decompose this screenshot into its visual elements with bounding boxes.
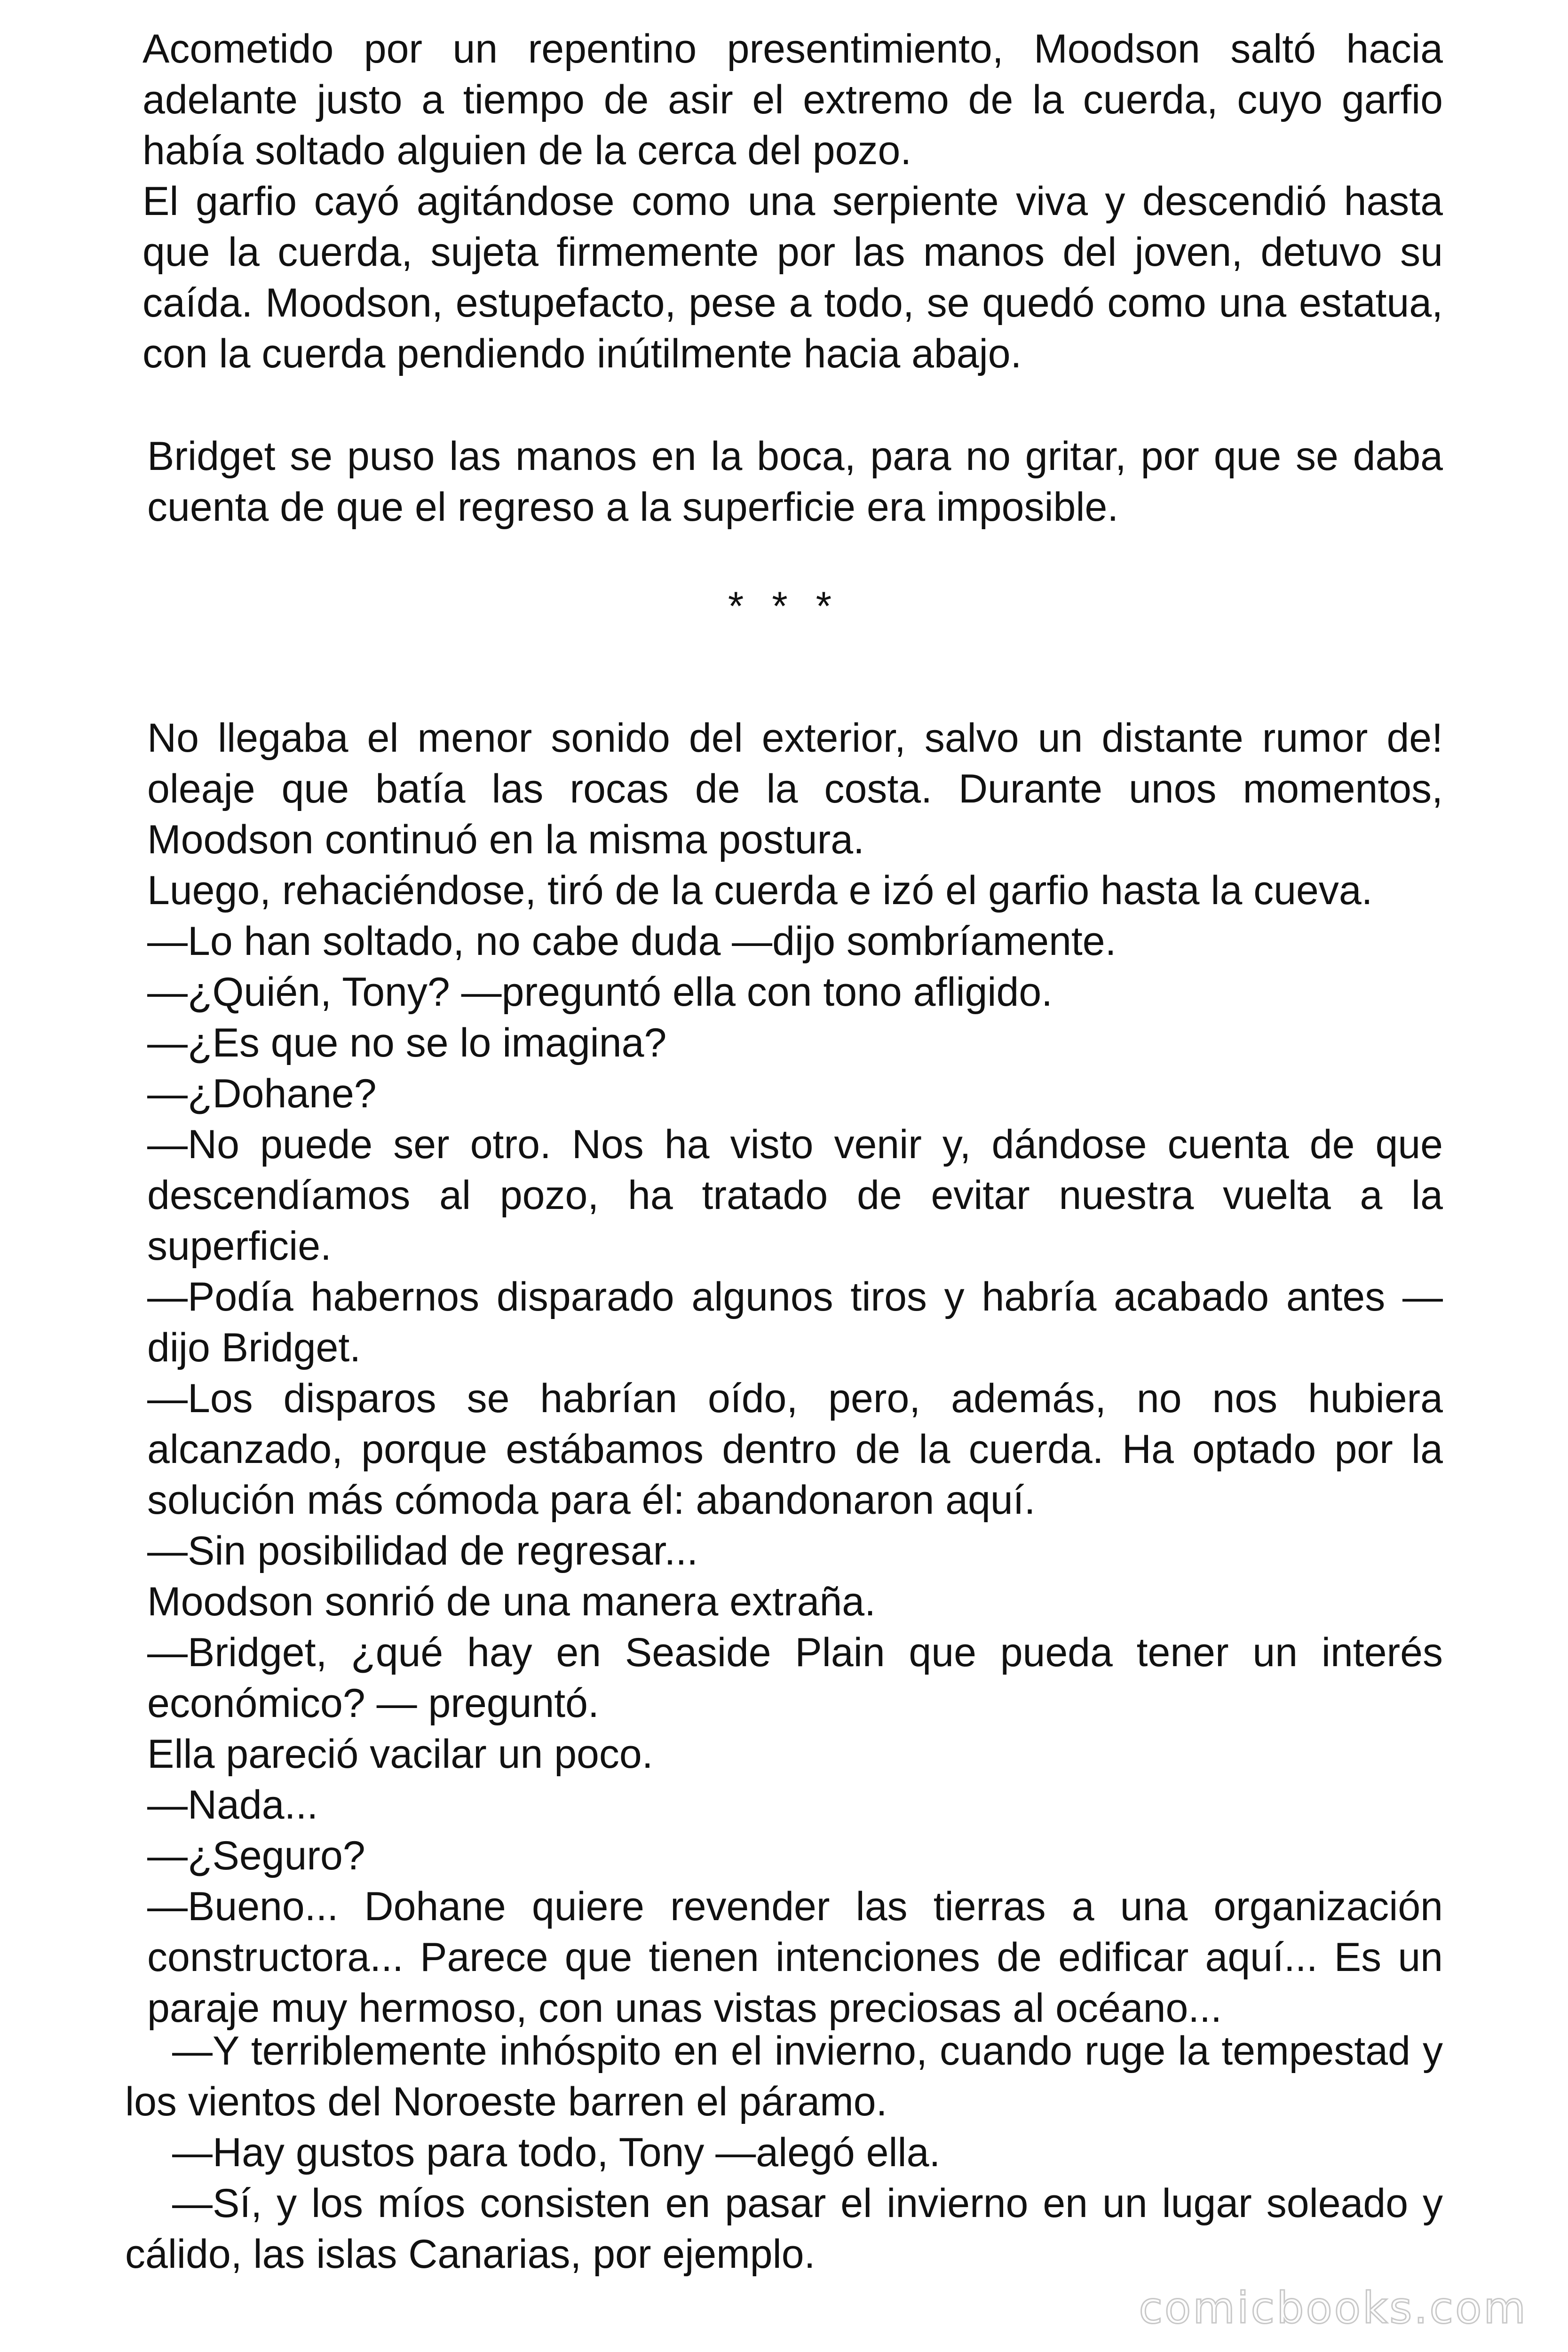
dialogue-line: —Y terriblemente inhóspito en el invierno, cuando ruge la tempestad y los vientos del Noroeste barren el páramo. — [125, 2028, 1443, 2124]
dialogue-line: —Los disparos se habrían oído, pero, además, no nos hubiera alcanzado, porque estábamos dentro de la cuerda. Ha optado por la solución más cómoda para él: abandonaron aquí. — [147, 1376, 1443, 1523]
dialogue-line: —¿Dohane? — [147, 1071, 377, 1116]
dialogue-line: —¿Es que no se lo imagina? — [147, 1020, 667, 1065]
paragraph: El garfio cayó agitándose como una serpiente viva y descendió hasta que la cuerda, sujeta firmemente por las manos del joven, detuvo su caída. Moodson, estupefacto, pese a todo, se quedó como una estatua, con la cuerda pendiendo inútilmente hacia abajo. — [143, 179, 1443, 376]
dialogue-line: —¿Seguro? — [147, 1833, 365, 1878]
paragraph: Moodson sonrió de una manera extraña. — [147, 1579, 876, 1624]
dialogue-section — [147, 713, 1443, 2034]
section-separator: * * * — [728, 584, 840, 629]
dialogue-line: —Nada... — [147, 1782, 318, 1828]
paragraph: Luego, rehaciéndose, tiró de la cuerda e izó el garfio hasta la cueva. — [147, 868, 1373, 913]
dialogue-line: —Bridget, ¿qué hay en Seaside Plain que pueda tener un interés económico? — preguntó. — [147, 1630, 1443, 1726]
paragraph: Ella pareció vacilar un poco. — [147, 1732, 653, 1777]
dialogue-line: —Bueno... Dohane quiere revender las tierras a una organización constructora... Parece que tienen intenciones de edificar aquí... Es un paraje muy hermoso, con unas vistas preciosas al océano... — [147, 1884, 1443, 2031]
paragraph: No llegaba el menor sonido del exterior, salvo un distante rumor de! oleaje que batía las rocas de la costa. Durante unos momentos, Moodson continuó en la misma postura. — [147, 715, 1443, 862]
dialogue-section-indented — [125, 2026, 1443, 2280]
paragraph: Acometido por un repentino presentimiento, Moodson saltó hacia adelante justo a tiempo de asir el extremo de la cuerda, cuyo garfio había soltado alguien de la cerca del pozo. — [143, 26, 1443, 173]
dialogue-line: —Sin posibilidad de regresar... — [147, 1528, 698, 1573]
dialogue-line: —Hay gustos para todo, Tony —alegó ella. — [172, 2130, 941, 2175]
dialogue-line: —No puede ser otro. Nos ha visto venir y, dándose cuenta de que descendíamos al pozo, ha tratado de evitar nuestra vuelta a la superficie. — [147, 1122, 1443, 1269]
dialogue-line: —¿Quién, Tony? —preguntó ella con tono afligido. — [147, 969, 1053, 1015]
dialogue-line: —Sí, y los míos consisten en pasar el invierno en un lugar soleado y cálido, las islas Canarias, por ejemplo. — [125, 2181, 1443, 2277]
dialogue-line: —Podía habernos disparado algunos tiros y habría acabado antes —dijo Bridget. — [147, 1274, 1443, 1370]
paragraph: Bridget se puso las manos en la boca, para no gritar, por que se daba cuenta de que el regreso a la superficie era imposible. — [147, 434, 1443, 530]
dialogue-line: —Lo han soltado, no cabe duda —dijo sombríamente. — [147, 919, 1117, 964]
watermark: comicbooks.com — [1139, 2283, 1528, 2333]
